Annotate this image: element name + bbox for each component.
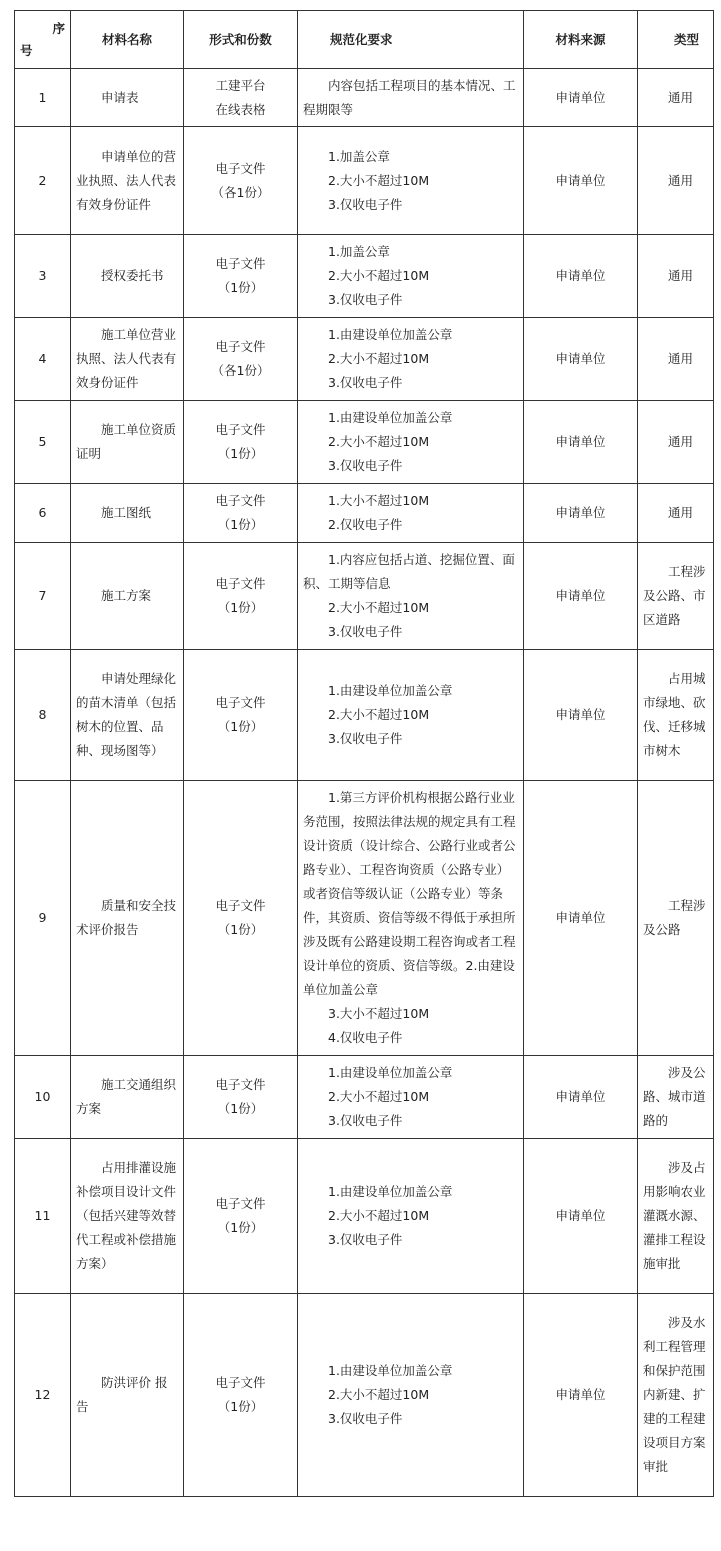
form-line: 电子文件 (215, 339, 266, 354)
requirement-line: 1.内容应包括占道、挖掘位置、面积、工期等信息 (303, 552, 515, 591)
header-req: 规范化要求 (298, 11, 524, 69)
requirement-line: 1.由建设单位加盖公章 (328, 327, 453, 342)
material-name (71, 127, 184, 235)
material-type (638, 1294, 714, 1497)
form-line: 电子文件 (215, 1375, 266, 1390)
material-name (71, 235, 184, 318)
material-name-text: 施工单位营业执照、法人代表有效身份证件 (76, 327, 177, 390)
material-source: 申请单位 (524, 127, 638, 235)
material-type (638, 650, 714, 781)
material-name-text: 施工方案 (101, 588, 152, 603)
requirements (298, 543, 524, 650)
form-line: （各1份） (211, 184, 270, 200)
material-type-text: 占用城市绿地、砍伐、迁移城市树木 (643, 671, 706, 758)
material-type (638, 1139, 714, 1294)
requirements (298, 650, 524, 781)
material-name-text: 申请表 (101, 89, 139, 105)
form-and-copies (184, 543, 298, 650)
material-type (638, 781, 714, 1056)
requirement-line: 1.由建设单位加盖公章 (328, 1065, 453, 1080)
row-number: 3 (15, 235, 71, 318)
table-row (15, 127, 714, 235)
row-number: 5 (15, 401, 71, 484)
table-row (15, 650, 714, 781)
material-type-text: 通用 (668, 172, 694, 188)
material-name (71, 1294, 184, 1497)
requirements (298, 1139, 524, 1294)
material-type (638, 484, 714, 543)
material-type (638, 235, 714, 318)
material-name-text: 施工交通组织方案 (76, 1077, 177, 1116)
requirements (298, 1056, 524, 1139)
material-name-text: 施工单位资质证明 (76, 422, 177, 461)
requirement-line: 3.大小不超过10M (328, 1006, 430, 1021)
form-line: 电子文件 (215, 493, 266, 508)
requirement-line: 2.大小不超过10M (328, 1089, 430, 1104)
form-and-copies (184, 484, 298, 543)
form-line: 电子文件 (215, 576, 266, 591)
row-number: 1 (15, 69, 71, 127)
form-line: （1份） (217, 1220, 264, 1235)
material-type-text: 工程涉及公路、市区道路 (643, 564, 706, 627)
material-type (638, 543, 714, 650)
material-type-text: 通用 (668, 434, 694, 449)
form-line: （1份） (217, 280, 264, 295)
material-name-text: 申请处理绿化的苗木清单（包括树木的位置、品种、现场图等） (76, 671, 177, 758)
requirement-line: 3.仅收电子件 (328, 1411, 403, 1426)
form-line: 电子文件 (215, 1077, 266, 1092)
requirements (298, 69, 524, 127)
row-number: 9 (15, 781, 71, 1056)
material-name (71, 781, 184, 1056)
form-and-copies (184, 318, 298, 401)
header-seq-bottom: 号 (20, 42, 33, 58)
material-name-text: 占用排灌设施补偿项目设计文件（包括兴建等效替代工程或补偿措施方案） (76, 1160, 177, 1271)
requirement-line: 3.仅收电子件 (328, 1113, 403, 1128)
form-and-copies (184, 1294, 298, 1497)
table-row (15, 235, 714, 318)
form-and-copies (184, 235, 298, 318)
form-and-copies (184, 781, 298, 1056)
header-name: 材料名称 (71, 11, 184, 69)
requirement-line: 2.大小不超过10M (328, 1208, 430, 1223)
form-line: （1份） (217, 719, 264, 734)
requirement-line: 4.仅收电子件 (328, 1030, 403, 1045)
material-type-text: 涉及公路、城市道路的 (643, 1065, 706, 1128)
form-line: 电子文件 (215, 160, 266, 176)
requirements (298, 127, 524, 235)
table-body (15, 69, 714, 1497)
table-row (15, 69, 714, 127)
requirement-line: 1.由建设单位加盖公章 (328, 683, 453, 698)
material-type (638, 69, 714, 127)
form-line: （1份） (217, 446, 264, 461)
form-and-copies (184, 401, 298, 484)
requirement-line: 2.大小不超过10M (328, 600, 430, 615)
row-number: 2 (15, 127, 71, 235)
material-source: 申请单位 (524, 69, 638, 127)
requirement-line: 2.仅收电子件 (328, 517, 403, 532)
requirements (298, 484, 524, 543)
form-line: 电子文件 (215, 1196, 266, 1211)
requirement-line: 3.仅收电子件 (328, 196, 403, 212)
material-name-text: 授权委托书 (101, 268, 164, 283)
requirement-line: 3.仅收电子件 (328, 458, 403, 473)
row-number: 6 (15, 484, 71, 543)
materials-table (14, 10, 714, 1497)
material-type-text: 涉及水利工程管理和保护范围内新建、扩建的工程建设项目方案审批 (643, 1315, 706, 1474)
row-number: 4 (15, 318, 71, 401)
table-row (15, 484, 714, 543)
requirements (298, 235, 524, 318)
requirement-line: 2.大小不超过10M (328, 351, 430, 366)
material-name-text: 施工图纸 (101, 505, 152, 520)
material-type-text: 通用 (668, 351, 694, 366)
row-number: 10 (15, 1056, 71, 1139)
material-source: 申请单位 (524, 484, 638, 543)
material-name (71, 543, 184, 650)
header-source: 材料来源 (524, 11, 638, 69)
requirement-line: 1.由建设单位加盖公章 (328, 410, 453, 425)
row-number: 8 (15, 650, 71, 781)
material-name-text: 申请单位的营业执照、法人代表有效身份证件 (76, 148, 177, 212)
form-and-copies (184, 69, 298, 127)
requirement-line: 1.加盖公章 (328, 148, 390, 164)
requirements (298, 781, 524, 1056)
material-type-text: 通用 (668, 505, 694, 520)
form-line: （1份） (217, 517, 264, 532)
material-source: 申请单位 (524, 650, 638, 781)
requirements (298, 1294, 524, 1497)
requirement-line: 2.大小不超过10M (328, 172, 430, 188)
material-source: 申请单位 (524, 401, 638, 484)
form-line: 电子文件 (215, 422, 266, 437)
requirement-line: 3.仅收电子件 (328, 731, 403, 746)
table-header-row (15, 11, 714, 69)
requirement-line: 内容包括工程项目的基本情况、工程期限等 (303, 77, 516, 117)
requirement-line: 3.仅收电子件 (328, 1232, 403, 1247)
material-source: 申请单位 (524, 1139, 638, 1294)
material-type-text: 通用 (668, 89, 694, 105)
requirement-line: 1.加盖公章 (328, 244, 390, 259)
header-seq (15, 11, 71, 69)
material-name (71, 401, 184, 484)
header-type: 类型 (638, 11, 714, 69)
form-line: 电子文件 (215, 695, 266, 710)
form-and-copies (184, 650, 298, 781)
material-name-text: 防洪评价 报告 (76, 1375, 168, 1414)
header-form: 形式和份数 (184, 11, 298, 69)
material-name (71, 1139, 184, 1294)
table-row (15, 401, 714, 484)
requirement-line: 2.大小不超过10M (328, 1387, 430, 1402)
material-source: 申请单位 (524, 235, 638, 318)
material-type-text: 工程涉及公路 (643, 898, 706, 937)
form-line: （各1份） (211, 363, 270, 378)
requirement-line: 1.由建设单位加盖公章 (328, 1184, 453, 1199)
form-line: （1份） (217, 922, 264, 937)
table-row (15, 1056, 714, 1139)
row-number: 11 (15, 1139, 71, 1294)
material-source: 申请单位 (524, 543, 638, 650)
material-type-text: 涉及占用影响农业灌溉水源、灌排工程设施审批 (643, 1160, 706, 1271)
form-and-copies (184, 1056, 298, 1139)
material-name (71, 318, 184, 401)
material-type (638, 127, 714, 235)
table-row (15, 781, 714, 1056)
form-and-copies (184, 1139, 298, 1294)
row-number: 12 (15, 1294, 71, 1497)
header-seq-top: 序 (52, 20, 65, 36)
material-type (638, 1056, 714, 1139)
form-line: （1份） (217, 600, 264, 615)
table-row (15, 1294, 714, 1497)
requirement-line: 1.大小不超过10M (328, 493, 430, 508)
material-source: 申请单位 (524, 1056, 638, 1139)
table-row (15, 1139, 714, 1294)
material-name (71, 1056, 184, 1139)
material-source: 申请单位 (524, 781, 638, 1056)
requirement-line: 3.仅收电子件 (328, 375, 403, 390)
form-line: 在线表格 (215, 101, 266, 117)
material-type-text: 通用 (668, 268, 694, 283)
material-name-text: 质量和安全技术评价报告 (76, 898, 177, 937)
form-and-copies (184, 127, 298, 235)
requirements (298, 401, 524, 484)
requirement-line: 3.仅收电子件 (328, 292, 403, 307)
requirement-line: 2.大小不超过10M (328, 434, 430, 449)
material-type (638, 318, 714, 401)
row-number: 7 (15, 543, 71, 650)
table-row (15, 318, 714, 401)
material-source: 申请单位 (524, 318, 638, 401)
table-row (15, 543, 714, 650)
requirement-line: 1.由建设单位加盖公章 (328, 1363, 453, 1378)
form-line: 工建平台 (215, 77, 266, 93)
form-line: 电子文件 (215, 898, 266, 913)
requirement-line: 1.第三方评价机构根据公路行业业务范围，按照法律法规的规定具有工程设计资质（设计综合、公路行业或者公路专业）、工程咨询资质（公路专业）或者资信等级认证（公路专业）等条件，其资质、资信等级不得低于承担所涉及既有公路建设期工程咨询或者工程设计单位的资质、资信等级。2.由建设单位加盖公章 (303, 790, 516, 997)
form-line: （1份） (217, 1101, 264, 1116)
material-type (638, 401, 714, 484)
material-name (71, 650, 184, 781)
requirements (298, 318, 524, 401)
form-line: （1份） (217, 1399, 264, 1414)
material-name (71, 484, 184, 543)
requirement-line: 3.仅收电子件 (328, 624, 403, 639)
material-source: 申请单位 (524, 1294, 638, 1497)
requirement-line: 2.大小不超过10M (328, 268, 430, 283)
requirement-line: 2.大小不超过10M (328, 707, 430, 722)
material-name (71, 69, 184, 127)
form-line: 电子文件 (215, 256, 266, 271)
